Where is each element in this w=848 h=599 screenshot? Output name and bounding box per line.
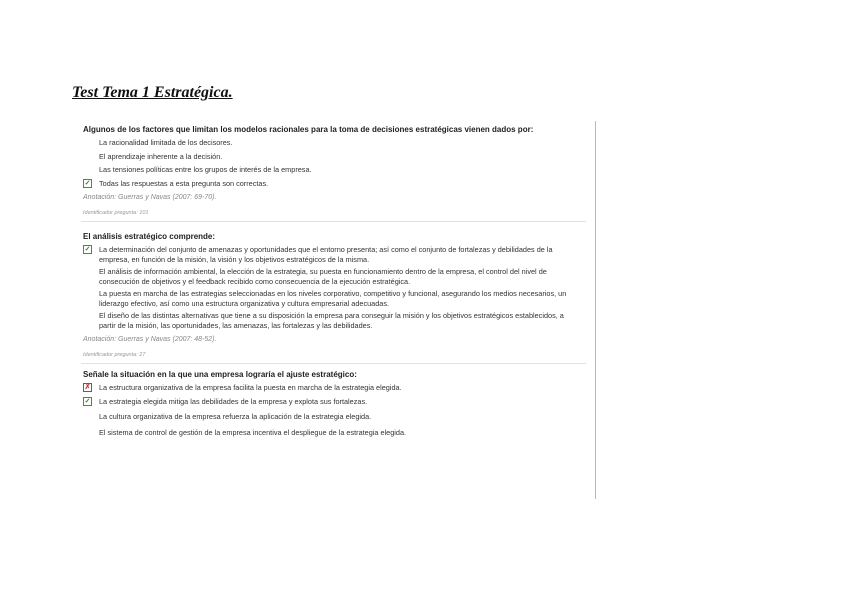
reference-note: Anotación: Guerras y Navas (2007: 69-70). xyxy=(83,194,217,201)
question-text: Algunos de los factores que limitan los modelos racionales para la toma de decisiones estratégicas vienen dados por: xyxy=(83,125,534,134)
answer-option[interactable] xyxy=(81,267,595,286)
answer-option[interactable] xyxy=(81,165,595,175)
answer-option[interactable] xyxy=(81,311,595,330)
check-icon: ✓ xyxy=(84,179,91,187)
answer-option[interactable] xyxy=(81,152,595,162)
answer-option[interactable] xyxy=(81,428,595,438)
question-3 xyxy=(81,370,595,437)
answer-option[interactable] xyxy=(81,412,595,422)
reference-note: Anotación: Guerras y Navas (2007: 48-52). xyxy=(83,336,217,343)
answer-option-correct[interactable] xyxy=(81,397,595,407)
question-1 xyxy=(81,125,595,222)
answer-option-correct[interactable] xyxy=(81,179,595,189)
answer-option-incorrect[interactable] xyxy=(81,383,595,393)
option-text: El diseño de las distintas alternativas que tiene a su disposición la empresa para conseguir la misión y los objetivos estratégicos establecidos, a partir de la misión, las oportunidades, las amenazas, las fortalezas y las debilidades. xyxy=(99,311,564,330)
option-text: El aprendizaje inherente a la decisión. xyxy=(99,151,223,161)
divider xyxy=(81,363,586,364)
check-icon: ✓ xyxy=(84,246,91,253)
cross-icon: ✗ xyxy=(84,384,91,391)
question-2 xyxy=(81,232,595,364)
check-icon: ✓ xyxy=(84,397,91,405)
option-text: El sistema de control de gestión de la empresa incentiva el despliegue de la estrategia elegida. xyxy=(99,427,407,437)
question-list xyxy=(81,121,596,499)
page-title: Test Tema 1 Estratégica. xyxy=(72,84,233,101)
question-text: Señale la situación en la que una empresa lograría el ajuste estratégico: xyxy=(83,370,357,379)
divider xyxy=(81,221,586,222)
question-id: Identificador pregunta: 27 xyxy=(83,352,146,358)
answer-option-correct[interactable] xyxy=(81,245,595,264)
option-text: La racionalidad limitada de los decisores. xyxy=(99,138,233,147)
option-text: La estrategia elegida mitiga las debilidades de la empresa y explota sus fortalezas. xyxy=(99,396,368,406)
answer-option[interactable] xyxy=(81,289,595,308)
question-id: Identificador pregunta: 101 xyxy=(83,210,149,216)
option-text: La determinación del conjunto de amenazas y oportunidades que el entorno presenta; así como el conjunto de fortalezas y debilidades de la empresa, en función de la misión, la visión y los objetivos estratégicos de la misma. xyxy=(99,245,553,264)
option-text: El análisis de información ambiental, la elección de la estrategia, su puesta en funcionamiento dentro de la empresa, el control del nivel de consecución de objetivos y el feedback recibido como consecuencia de la ejecución estratégica. xyxy=(99,267,547,286)
question-text: El análisis estratégico comprende: xyxy=(83,232,216,241)
option-text: La estructura organizativa de la empresa facilita la puesta en marcha de la estrategia elegida. xyxy=(99,383,402,392)
option-text: Las tensiones políticas entre los grupos de interés de la empresa. xyxy=(99,165,312,174)
option-text: Todas las respuestas a esta pregunta son correctas. xyxy=(99,178,269,188)
option-text: La cultura organizativa de la empresa refuerza la aplicación de la estrategia elegida. xyxy=(99,412,372,421)
answer-option[interactable] xyxy=(81,138,595,148)
option-text: La puesta en marcha de las estrategias seleccionadas en los niveles corporativo, competitivo y funcional, asegurando los medios necesarios, un liderazgo efectivo, así como una estructura organizativa y cultura empresarial adecuadas. xyxy=(99,289,567,308)
